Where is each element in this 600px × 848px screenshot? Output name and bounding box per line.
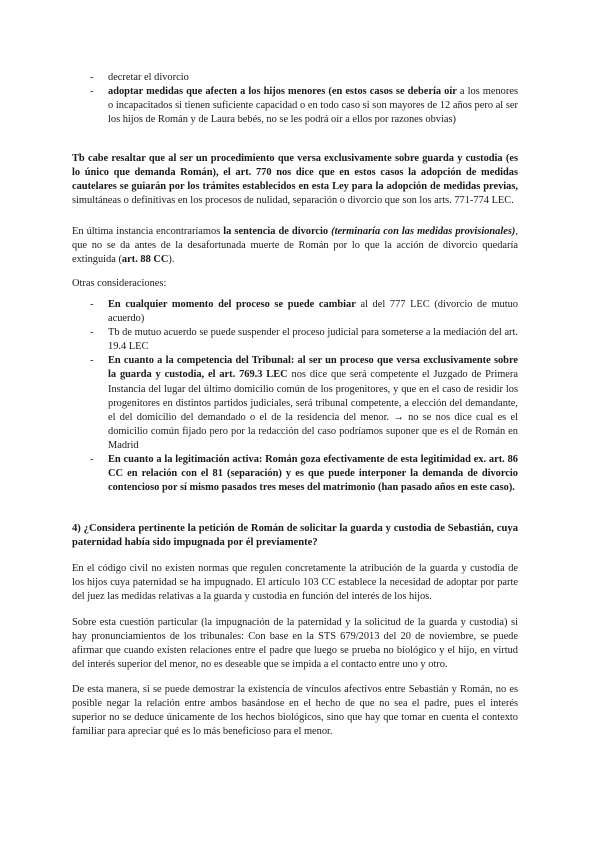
list-item [90, 453, 518, 495]
list-item-bold-text: adoptar medidas que afecten a los hijos menores (en estos casos se debería oír [108, 86, 457, 98]
bullet-dash: - [90, 86, 94, 98]
paragraph-text: simultáneas o definitivas en los procesos de nulidad, separación o divorcio que son los arts. 771-774 LEC. [72, 195, 514, 207]
question-heading: 4) ¿Considera pertinente la petición de Román de solicitar la guarda y custodia de Sebastián, cuya paternidad había sido impugnada por él previamente? [72, 523, 518, 549]
paragraph-vinculos-afectivos: De esta manera, si se puede demostrar la existencia de vínculos afectivos entre Sebastián y Román, no es posible negar la relación entre ambos basándose en el hecho de que no sea el padre, pues el interés superior no se deduce únicamente de los hechos biológicos, sino que hay que tomar en cuenta el contexto familiar para apreciar qué es lo más beneficioso para el menor. [72, 684, 518, 738]
paragraph-sentencia-divorcio [72, 225, 518, 267]
list-item-text: decretar el divorcio [108, 72, 189, 83]
bullet-dash: - [90, 72, 94, 83]
paragraph-sts-679-2013: Sobre esta cuestión particular (la impugnación de la paternidad y la solicitud de la guarda y custodia) si hay pronunciamientos de los tribunales: Con base en la STS 679/2013 del 20 de noviembre, se puede afirmar que cuando existen relaciones entre el padre que luego se prueba no biológico y el hijo, en virtud del interés superior del menor, no es deseable que se impida a el contacto entre uno y otro. [72, 617, 518, 671]
measures-list [90, 71, 518, 127]
list-item-note: no se nos dice cual es el domicilio común fijado pero por la redacción del caso podríamos suponer que es el de Román en Madrid [108, 411, 519, 451]
paragraph-bold-text: art. 88 CC [121, 254, 169, 266]
arrow-icon: → [393, 411, 404, 423]
list-item-text: al del 777 LEC (divorcio de mutuo acuerdo) [108, 299, 518, 325]
list-item [90, 85, 518, 127]
bullet-dash: - [90, 454, 94, 466]
list-item [90, 298, 518, 326]
paragraph-bold-italic-text: (terminaría con las medidas provisionales) [331, 226, 516, 237]
paragraph-text: ). [168, 254, 175, 266]
bullet-dash: - [90, 327, 94, 339]
list-item-text: nos dice que será competente el Juzgado de Primera Instancia del lugar del último domicilio común de los progenitores, y que en el caso de residir los progenitores en distintos partidos judiciales, será tribunal competente, a elección del demandante, el del domicilio del demandado o el de la residencia del menor. [108, 369, 518, 423]
paragraph-otras-consideraciones: Otras consideraciones: [72, 278, 167, 289]
list-item-bold-text: En cuanto a la legitimación activa: Román goza efectivamente de esta legitimidad ex. art. 86 CC en relación con el 81 (separación) y es que puede interponer la demanda de divorcio contencioso por sí mismo pasados tres meses del matrimonio (han pasado años en este caso). [108, 454, 518, 494]
bullet-dash: - [90, 299, 94, 310]
paragraph-medidas-cautelares [72, 152, 518, 208]
paragraph-codigo-civil: En el código civil no existen normas que regulen concretamente la atribución de la guarda y custodia de los hijos cuya paternidad se ha impugnado. El artículo 103 CC establece la necesidad de adoptar por parte del juez las medidas relativas a la guarda y custodia en función del interés de los hijos. [72, 563, 518, 603]
list-item [90, 71, 518, 85]
bullet-dash: - [90, 355, 94, 367]
paragraph-bold-text: la sentencia de divorcio [223, 226, 332, 237]
list-item [90, 326, 518, 354]
list-item-bold-text: En cualquier momento del proceso se puede cambiar [108, 299, 356, 310]
list-item-bold-text: En cuanto a la competencia del Tribunal: al ser un proceso que versa exclusivamente sobre la guarda y custodia, el art. 769.3 LEC [108, 355, 518, 381]
list-item-text: a los menores o incapacitados si tienen suficiente capacidad o en todo caso si son mayores de 12 años pero al ser los hijos de Román y de Laura bebés, no se les podrá oír a ellos por razones obvias) [108, 86, 518, 126]
list-item-text: Tb de mutuo acuerdo se puede suspender el proceso judicial para someterse a la mediación del art. 19.4 LEC [108, 327, 518, 353]
paragraph-bold-text: Tb cabe resaltar que al ser un procedimiento que versa exclusivamente sobre guarda y custodia (es lo único que demanda Román), el art. 770 nos dice que en estos casos la adopción de medidas cautelares se guiarán por los trámites establecidos en esta Ley para la adopción de medidas previas, [72, 153, 518, 193]
paragraph-text: , que no se da antes de la desafortunada muerte de Román por lo que la acción de divorcio quedaría extinguida ( [72, 226, 518, 266]
paragraph-text: En última instancia encontraríamos [72, 226, 224, 237]
list-item [90, 354, 518, 453]
considerations-list [90, 298, 518, 495]
